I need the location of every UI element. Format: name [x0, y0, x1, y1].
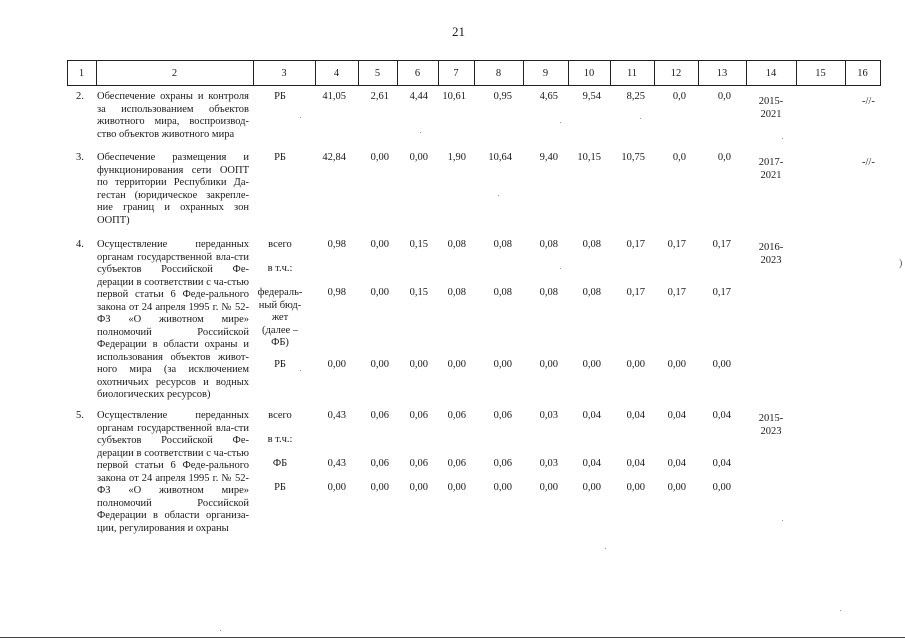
row-number: 4.: [76, 239, 84, 250]
column-header: 4: [333, 68, 340, 79]
funding-source: РБ: [274, 152, 286, 163]
funding-source: федераль- ный бюд- жет (далее – ФБ): [257, 287, 303, 348]
header-column-divider: [523, 60, 524, 86]
amount-cell: 0,04: [626, 410, 645, 421]
amount-cell: 0,00: [493, 359, 512, 370]
header-column-divider: [253, 60, 254, 86]
implementation-period: 2015- 2021: [758, 96, 784, 120]
scan-speck: [640, 118, 641, 119]
amount-cell: 0,00: [409, 482, 428, 493]
amount-cell: 0,00: [370, 287, 389, 298]
funding-source: РБ: [274, 482, 286, 493]
amount-cell: 8,25: [626, 91, 645, 102]
amount-cell: 0,00: [447, 359, 466, 370]
column-header: 13: [716, 68, 728, 79]
amount-cell: 0,04: [712, 410, 731, 421]
scan-speck: [300, 117, 301, 118]
amount-cell: 0,06: [493, 458, 512, 469]
header-column-divider: [358, 60, 359, 86]
amount-cell: 0,00: [370, 239, 389, 250]
header-column-divider: [438, 60, 439, 86]
scan-speck: [420, 132, 421, 133]
scan-speck: [300, 370, 301, 371]
amount-cell: 0,08: [539, 287, 558, 298]
amount-cell: 0,43: [327, 458, 346, 469]
funding-source: РБ: [274, 91, 286, 102]
header-column-divider: [474, 60, 475, 86]
amount-cell: 0,06: [447, 458, 466, 469]
amount-cell: 0,00: [409, 152, 428, 163]
implementation-period: 2016- 2023: [758, 242, 784, 266]
amount-cell: 0,00: [539, 359, 558, 370]
amount-cell: 41,05: [322, 91, 346, 102]
amount-cell: 0,00: [539, 482, 558, 493]
row-description: Обеспечение охраны и контроля за использованием объектов животного мира, воспроизвод-ство объектов животного мира: [97, 91, 249, 140]
header-column-divider: [315, 60, 316, 86]
amount-cell: 0,0: [717, 91, 731, 102]
amount-cell: 0,17: [667, 239, 686, 250]
column-header: 8: [495, 68, 502, 79]
amount-cell: 0,04: [667, 458, 686, 469]
amount-cell: 0,08: [539, 239, 558, 250]
amount-cell: 0,17: [667, 287, 686, 298]
amount-cell: 0,03: [539, 410, 558, 421]
header-column-divider: [610, 60, 611, 86]
column-header: 1: [78, 68, 85, 79]
amount-cell: 0,00: [667, 359, 686, 370]
scan-speck: [840, 610, 841, 611]
amount-cell: 4,44: [409, 91, 428, 102]
amount-cell: 0,00: [409, 359, 428, 370]
amount-cell: 10,61: [442, 91, 466, 102]
header-column-divider: [746, 60, 747, 86]
amount-cell: 0,08: [493, 239, 512, 250]
amount-cell: 0,04: [582, 458, 601, 469]
header-column-divider: [568, 60, 569, 86]
amount-cell: 0,00: [626, 359, 645, 370]
header-column-divider: [698, 60, 699, 86]
amount-cell: 0,06: [447, 410, 466, 421]
column-header: 12: [670, 68, 682, 79]
scan-speck: [560, 268, 561, 269]
amount-cell: 0,17: [626, 287, 645, 298]
amount-cell: 0,08: [493, 287, 512, 298]
scan-speck: [220, 630, 221, 631]
amount-cell: 1,90: [447, 152, 466, 163]
row-number: 2.: [76, 91, 84, 102]
amount-cell: 0,00: [582, 359, 601, 370]
funding-source: всего: [268, 239, 292, 250]
amount-cell: 9,54: [582, 91, 601, 102]
amount-cell: 0,08: [582, 239, 601, 250]
row-description: Осуществление переданных органам государственной вла-сти субъектов Российской Фе-дерации в соответствии с ча-стью первой статьи 6 Феде-рального закона от 24 апреля 1995 г. № 52-ФЗ «О животном мире» полномочий Российской Федерации в области охраны и использования объектов живот-ного мира (за исключением охотничьих ресурсов и водных биологических ресурсов): [97, 239, 249, 400]
column-header: 3: [281, 68, 287, 79]
amount-cell: 4,65: [539, 91, 558, 102]
amount-cell: 0,06: [409, 410, 428, 421]
column-header: 2: [171, 68, 178, 79]
funding-source: в т.ч.:: [267, 434, 293, 445]
amount-cell: 0,17: [712, 239, 731, 250]
row-number: 5.: [76, 410, 84, 421]
scan-speck: [782, 520, 783, 521]
funding-source: всего: [268, 410, 292, 421]
row-description: Осуществление переданных органам государственной вла-сти субъектов Российской Фе-дерации в соответствии с ча-стью первой статьи 6 Феде-рального закона от 24 апреля 1995 г. № 52-ФЗ «О животном мире» полномочий Российской Федерации в области организа-ции, регулирования и охраны: [97, 410, 249, 534]
amount-cell: 0,43: [327, 410, 346, 421]
implementation-period: 2015- 2023: [758, 413, 784, 437]
header-column-divider: [796, 60, 797, 86]
amount-cell: 0,06: [409, 458, 428, 469]
amount-cell: 10,75: [621, 152, 645, 163]
amount-cell: 0,00: [327, 482, 346, 493]
amount-cell: 42,84: [322, 152, 346, 163]
amount-cell: 0,00: [370, 359, 389, 370]
amount-cell: 0,17: [712, 287, 731, 298]
column-header: 7: [453, 68, 459, 79]
amount-cell: 0,04: [667, 410, 686, 421]
amount-cell: 9,40: [539, 152, 558, 163]
funding-source: РБ: [274, 359, 286, 370]
column-header: 6: [414, 68, 421, 79]
amount-cell: 0,15: [409, 287, 428, 298]
header-column-divider: [880, 60, 881, 86]
ditto-mark: -//-: [862, 157, 875, 168]
amount-cell: 10,15: [577, 152, 601, 163]
header-column-divider: [397, 60, 398, 86]
column-header: 16: [857, 68, 868, 79]
amount-cell: 0,00: [582, 482, 601, 493]
amount-cell: 0,00: [370, 152, 389, 163]
amount-cell: 0,08: [447, 287, 466, 298]
ditto-mark: -//-: [862, 96, 875, 107]
amount-cell: 0,00: [327, 359, 346, 370]
amount-cell: 0,00: [370, 482, 389, 493]
amount-cell: 10,64: [488, 152, 512, 163]
amount-cell: 0,00: [493, 482, 512, 493]
amount-cell: 0,17: [626, 239, 645, 250]
column-header: 14: [765, 68, 777, 79]
amount-cell: 0,00: [712, 482, 731, 493]
amount-cell: 2,61: [370, 91, 389, 102]
column-header: 5: [374, 68, 381, 79]
column-header: 11: [626, 68, 638, 79]
amount-cell: 0,00: [626, 482, 645, 493]
funding-source: ФБ: [272, 458, 288, 469]
scan-speck: [498, 195, 499, 196]
amount-cell: 0,15: [409, 239, 428, 250]
funding-source: в т.ч.:: [267, 263, 293, 274]
scan-speck: [605, 548, 606, 549]
amount-cell: 0,04: [626, 458, 645, 469]
amount-cell: 0,06: [370, 458, 389, 469]
amount-cell: 0,0: [672, 91, 686, 102]
amount-cell: 0,0: [717, 152, 731, 163]
row-description: Обеспечение размещения и функционирования сети ООПТ по территории Республики Да-гестан (юридическое закрепле-ние границ и охранных зон ООПТ): [97, 152, 249, 226]
row-number: 3.: [76, 152, 84, 163]
scan-speck: [560, 122, 561, 123]
amount-cell: 0,08: [582, 287, 601, 298]
amount-cell: 0,98: [327, 239, 346, 250]
edge-mark: ): [899, 258, 903, 269]
amount-cell: 0,98: [327, 287, 346, 298]
column-header: 10: [583, 68, 595, 79]
page-bottom-edge: [0, 637, 905, 638]
amount-cell: 0,95: [493, 91, 512, 102]
amount-cell: 0,03: [539, 458, 558, 469]
header-column-divider: [654, 60, 655, 86]
amount-cell: 0,08: [447, 239, 466, 250]
column-header: 9: [542, 68, 549, 79]
amount-cell: 0,04: [712, 458, 731, 469]
amount-cell: 0,06: [370, 410, 389, 421]
amount-cell: 0,00: [447, 482, 466, 493]
amount-cell: 0,00: [667, 482, 686, 493]
amount-cell: 0,00: [712, 359, 731, 370]
column-header: 15: [815, 68, 826, 79]
amount-cell: 0,0: [672, 152, 686, 163]
page-number: 21: [452, 24, 465, 39]
amount-cell: 0,04: [582, 410, 601, 421]
implementation-period: 2017- 2021: [758, 157, 784, 181]
scan-speck: [782, 138, 783, 139]
header-column-divider: [845, 60, 846, 86]
amount-cell: 0,06: [493, 410, 512, 421]
